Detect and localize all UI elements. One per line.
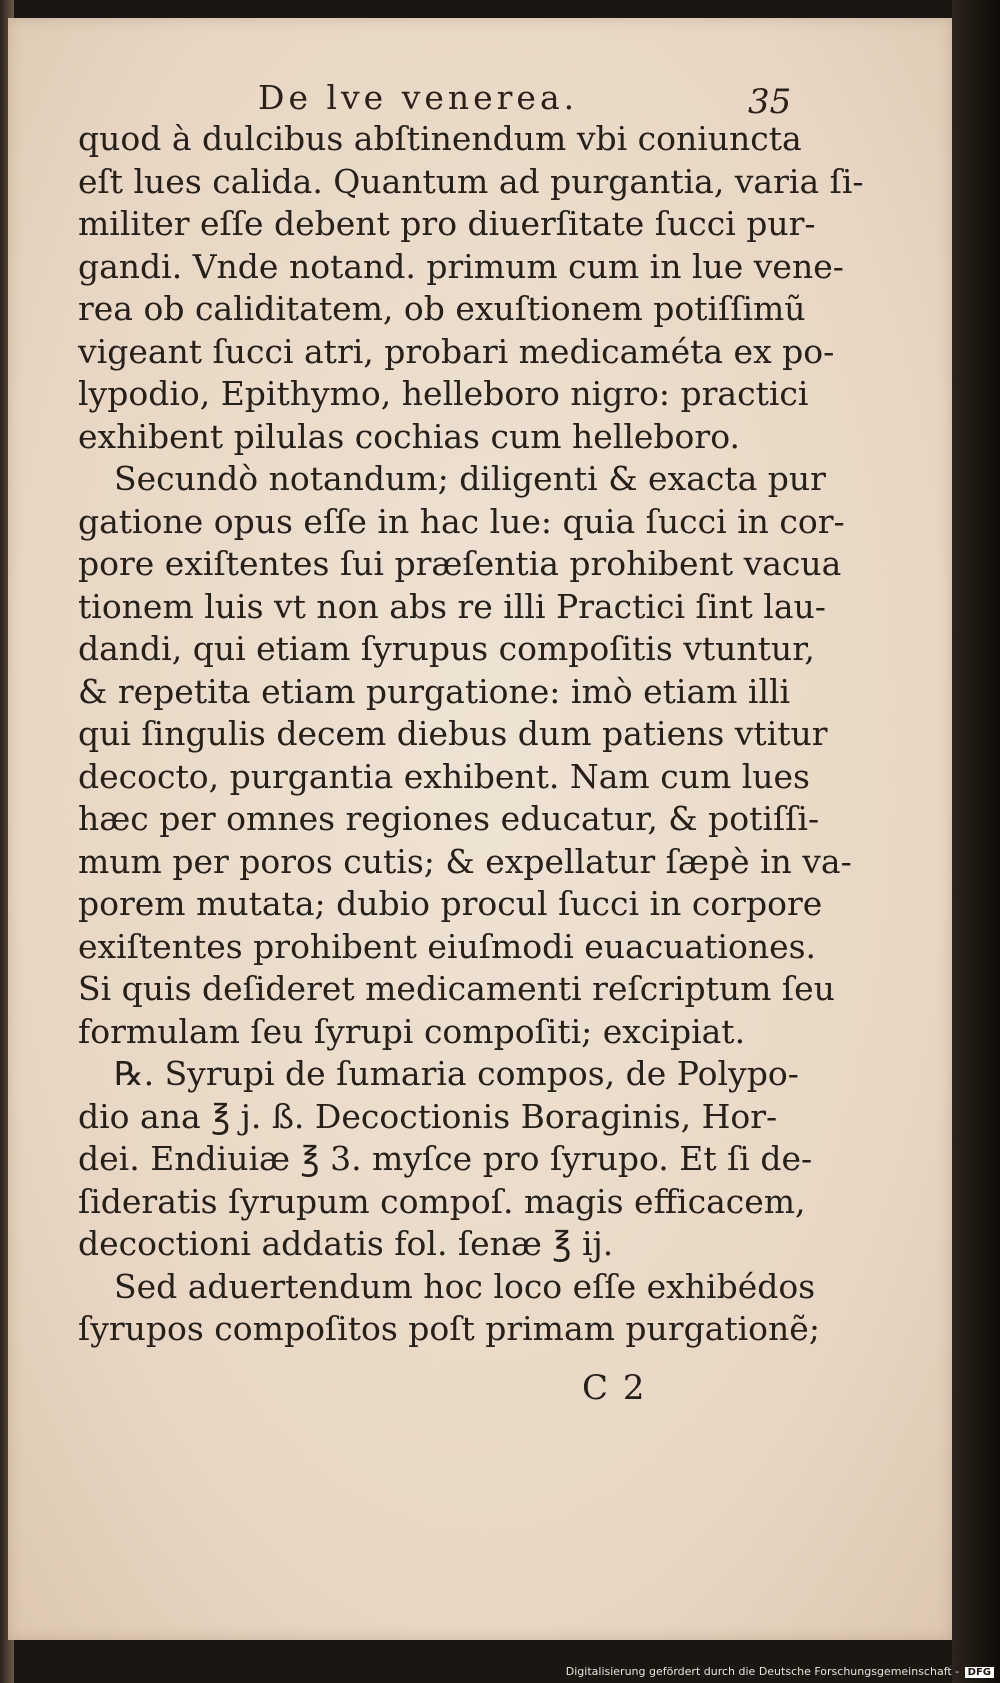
page-body (78, 118, 864, 1351)
text-line: decocto, purgantia exhibent. Nam cum lues (78, 756, 810, 796)
text-line: eſt lues calida. Quantum ad purgantia, varia ſi- (78, 161, 864, 201)
digitization-credit (566, 1665, 994, 1678)
text-line: decoctioni addatis fol. ſenæ ℥ ij. (78, 1224, 614, 1263)
text-line: ℞. Syrupi de ſumaria compos, de Polypo- (114, 1054, 799, 1093)
text-line: quod à dulcibus abſtinendum vbi coniuncta (78, 119, 802, 158)
text-line: vigeant ſucci atri, probari medicaméta ex po- (78, 331, 835, 371)
text-line: mum per poros cutis; & expellatur ſæpè in va- (78, 841, 852, 881)
text-line: exiſtentes prohibent eiuſmodi euacuationes. (78, 926, 817, 966)
text-line: tionem luis vt non abs re illi Practici ſint lau- (78, 586, 826, 626)
text-line: hæc per omnes regiones educatur, & potiſſi- (78, 799, 820, 838)
text-line: dio ana ℥ j. ß. Decoctionis Boraginis, Hor- (78, 1096, 778, 1136)
text-line: formulam ſeu ſyrupi compoſiti; excipiat. (78, 1011, 746, 1051)
text-line: gandi. Vnde notand. primum cum in lue vene- (78, 246, 844, 286)
text-line: & repetita etiam purgatione: imò etiam illi (78, 671, 791, 711)
background-right (952, 0, 1000, 1683)
text-line: pore exiſtentes ſui præſentia prohibent vacua (78, 544, 842, 583)
text-line: Sed aduertendum hoc loco eſſe exhibédos (114, 1266, 816, 1306)
dfg-logo: DFG (965, 1667, 994, 1678)
page-number: 35 (748, 82, 792, 122)
text-line: ſyrupos compoſitos poſt primam purgationẽ; (78, 1309, 820, 1348)
text-line: militer eſſe debent pro diuerſitate ſucci pur- (78, 204, 816, 243)
text-line: dandi, qui etiam ſyrupus compoſitis vtuntur, (78, 629, 815, 668)
text-line: porem mutata; dubio procul ſucci in corpore (78, 884, 823, 923)
text-line: lypodio, Epithymo, helleboro nigro: practici (78, 374, 809, 413)
text-line: ſideratis ſyrupum compoſ. magis efficacem, (78, 1181, 806, 1221)
text-line: Si quis deſideret medicamenti reſcriptum ſeu (78, 969, 835, 1008)
text-line: Secundò notandum; diligenti & exacta pur (114, 459, 826, 498)
credit-text: Digitalisierung gefördert durch die Deutsche Forschungsgemeinschaft - (565, 1665, 960, 1678)
signature-mark: C 2 (582, 1368, 647, 1408)
running-head: De lve venerea. (258, 78, 579, 117)
text-line: dei. Endiuiæ ℥ 3. myſce pro ſyrupo. Et ſi de- (78, 1139, 813, 1178)
text-line: exhibent pilulas cochias cum helleboro. (78, 416, 740, 456)
text-line: rea ob caliditatem, ob exuſtionem potiſſimũ (78, 289, 806, 328)
text-line: gatione opus eſſe in hac lue: quia ſucci in cor- (78, 501, 845, 541)
text-line: qui ſingulis decem diebus dum patiens vtitur (78, 714, 828, 753)
